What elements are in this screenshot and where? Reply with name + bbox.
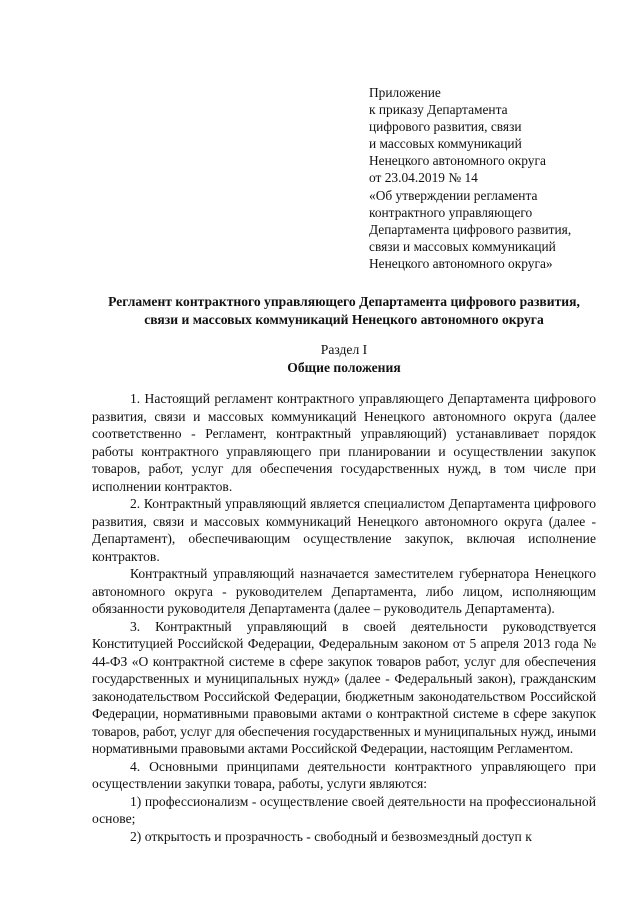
section-number: Раздел I [320, 342, 368, 357]
paragraph: 4. Основными принципами деятельности контрактного управляющего при осуществлении закупки товара, работы, услуги являются: [92, 758, 596, 791]
paragraph: 1. Настоящий регламент контрактного управляющего Департамента цифрового развития, связи и массовых коммуникаций Ненецкого автономного округа (далее соответственно - Регламент, контрактный управляющий) устанавливает порядок работы контрактного управляющего при планировании и осуществлении закупок товаров, работ, услуг для обеспечения государственных нужд, в том числе при исполнении контрактов. [92, 391, 596, 494]
document-title-line: Регламент контрактного управляющего Департамента цифрового развития, [108, 294, 580, 309]
section-title: Общие положения [287, 360, 401, 375]
appendix-line: связи и массовых коммуникаций [369, 238, 556, 254]
appendix-line: Ненецкого автономного округа» [369, 255, 553, 271]
appendix-line: контрактного управляющего [369, 204, 533, 220]
document-title [80, 293, 608, 329]
appendix-line: цифрового развития, связи [369, 119, 522, 135]
appendix-line: от 23.04.2019 № 14 [369, 170, 478, 186]
document-body [92, 390, 596, 845]
appendix-line: Приложение [369, 85, 441, 100]
appendix-line: Ненецкого автономного округа [369, 153, 546, 169]
paragraph: 3. Контрактный управляющий в своей деятельности руководствуется Конституцией Российской Федерации, Федеральным законом от 5 апреля 2013 года № 44-ФЗ «О контрактной системе в сфере закупок товаров работ, услуг для обеспечения государственных и муниципальных нужд» (далее - Федеральный закон), гражданским законодательством Российской Федерации, бюджетным законодательством Российской Федерации, нормативными правовыми актами о контрактной системе в сфере закупок товаров, работ, услуг для обеспечения государственных и муниципальных нужд, иными нормативными правовыми актами Российской Федерации, настоящим Регламентом. [92, 618, 596, 756]
appendix-line: Департамента цифрового развития, [369, 221, 572, 237]
appendix-line: к приказу Департамента [369, 102, 508, 118]
appendix-line: и массовых коммуникаций [369, 136, 522, 152]
paragraph: 1) профессионализм - осуществление своей деятельности на профессиональной основе; [92, 793, 596, 826]
document-title-line: связи и массовых коммуникаций Ненецкого автономного округа [144, 312, 544, 327]
appendix-block [369, 84, 619, 272]
appendix-line: «Об утверждении регламента [369, 187, 538, 203]
paragraph: Контрактный управляющий назначается заместителем губернатора Ненецкого автономного округа - руководителем Департамента, либо лицом, исполняющим обязанности руководителя Департамента (далее – руководитель Департамента). [92, 566, 596, 616]
paragraph: 2. Контрактный управляющий является специалистом Департамента цифрового развития, связи и массовых коммуникаций Ненецкого автономного округа (далее - Департамент), обеспечивающим осуществление закупок, включая исполнение контрактов. [92, 496, 596, 564]
paragraph: 2) открытость и прозрачность - свободный и безвозмездный доступ к [130, 828, 532, 844]
